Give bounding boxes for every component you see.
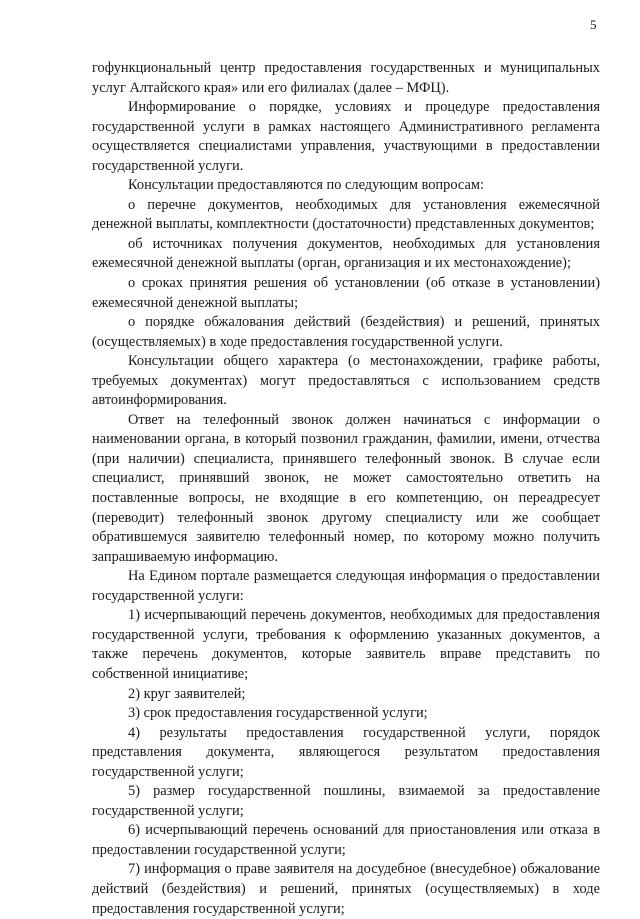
list-item-2: 2) круг заявителей; [128, 685, 246, 702]
paragraph-topic-deadlines: о сроках принятия решения об установлении (об отказе в установлении) ежемесячной денежной выплаты; [92, 275, 600, 311]
paragraph-topic-sources: об источниках получения документов, необходимых для установления ежемесячной денежной выплаты (орган, организация и их местонахождение); [92, 235, 600, 272]
list-item-4: 4) результаты предоставления государственной услуги, порядок представления документа, являющегося результатом предоставления государственной услуги; [92, 724, 600, 780]
paragraph-topic-documents: о перечне документов, необходимых для установления ежемесячной денежной выплаты, комплектности (достаточности) представленных документов; [92, 196, 600, 233]
list-item-6: 6) исчерпывающий перечень оснований для приостановления или отказа в предоставлении государственной услуги; [92, 822, 600, 858]
paragraph-informing: Информирование о порядке, условиях и процедуре предоставления государственной услуги в рамках настоящего Административного регламента осуществляется специалистами управления, участвующими в предоставлении государственной услуги. [92, 99, 600, 174]
paragraph-phone-call: Ответ на телефонный звонок должен начинаться с информации о наименовании органа, в который позвонил гражданин, фамилии, имени, отчества (при наличии) специалиста, принявшего телефонный звонок. В случае если специалист, принявший звонок, не может самостоятельно ответить на поставленные вопросы, не входящие в его компетенцию, он переадресует (переводит) телефонный звонок другому специалисту или же сообщает обратившемуся заявителю телефонный номер, по которому можно получить запрашиваемую информацию. [92, 411, 600, 565]
paragraph-general-consultations: Консультации общего характера (о местонахождении, графике работы, требуемых документах) могут предоставляться с использованием средств автоинформирования. [92, 353, 600, 409]
document-body [92, 59, 600, 919]
list-item-3: 3) срок предоставления государственной услуги; [128, 705, 428, 722]
list-item-5: 5) размер государственной пошлины, взимаемой за предоставление государственной услуги; [92, 783, 600, 819]
paragraph-consultation-topics: Консультации предоставляются по следующим вопросам: [128, 177, 484, 194]
paragraph-mfc-continuation: гофункциональный центр предоставления государственных и муниципальных услуг Алтайского края» или его филиалах (далее – МФЦ). [92, 60, 600, 96]
list-item-1: 1) исчерпывающий перечень документов, необходимых для предоставления государственной услуги, требования к оформлению указанных документов, а также перечень документов, которые заявитель вправе представить по собственной инициативе; [92, 607, 600, 682]
page-number: 5 [590, 17, 597, 32]
paragraph-unified-portal: На Едином портале размещается следующая информация о предоставлении государственной услуги: [92, 568, 600, 604]
paragraph-topic-appeal: о порядке обжалования действий (бездействия) и решений, принятых (осуществляемых) в ходе предоставления государственной услуги. [92, 314, 600, 350]
list-item-7: 7) информация о праве заявителя на досудебное (внесудебное) обжалование действий (бездействия) и решений, принятых (осуществляемых) в ходе предоставления государственной услуги; [92, 861, 600, 917]
